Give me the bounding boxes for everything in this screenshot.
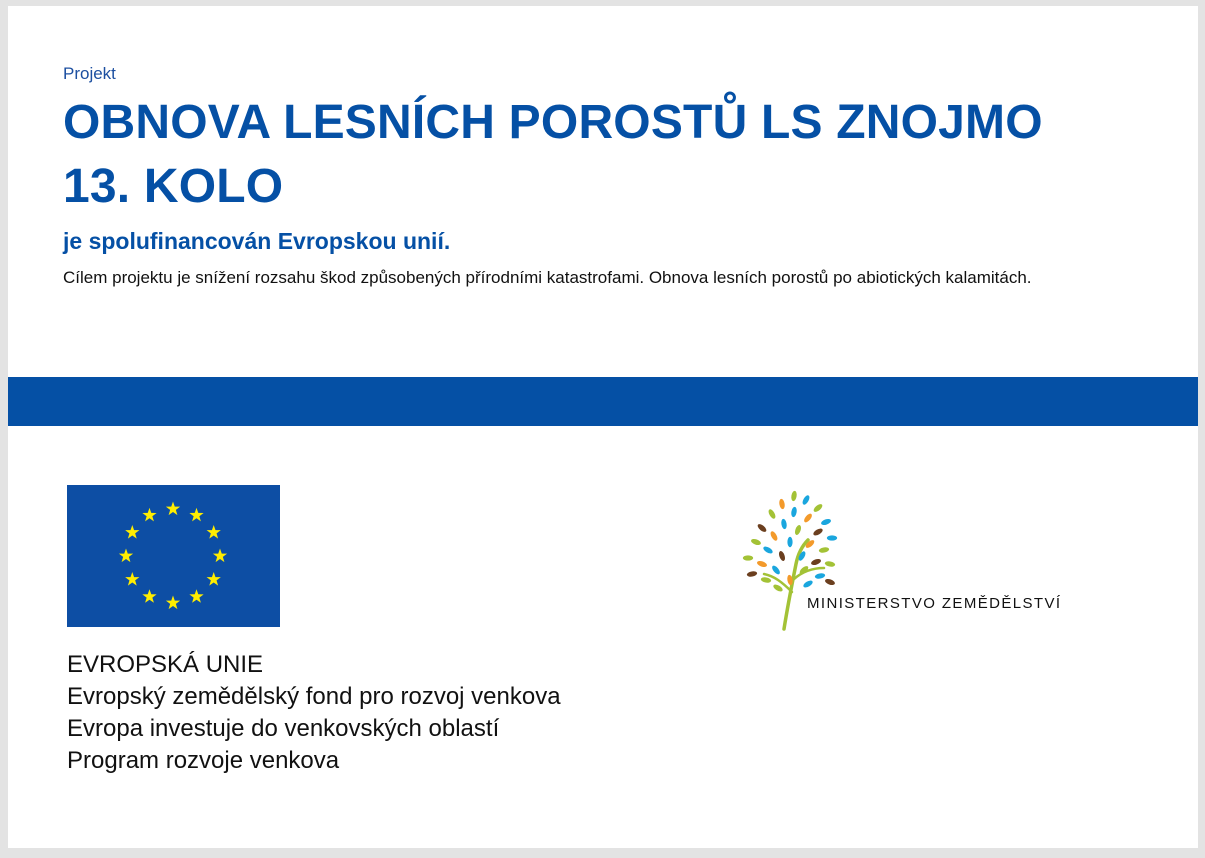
tree-leaf: [812, 527, 824, 537]
tree-leaf: [810, 558, 822, 566]
tree-leaf: [767, 508, 777, 520]
eu-star: [207, 572, 221, 586]
tree-leaf: [778, 550, 786, 562]
tree-leaf: [818, 547, 829, 554]
eu-star: [142, 589, 156, 603]
eu-star: [125, 572, 139, 586]
tree-leaf: [756, 560, 768, 568]
tree-leaf: [760, 577, 771, 584]
project-title: [63, 91, 1143, 219]
tree-leaf: [750, 538, 762, 546]
eu-line-1: EVROPSKÁ UNIE: [67, 651, 264, 678]
tree-leaf: [779, 498, 786, 509]
tree-leaf: [756, 523, 767, 534]
tree-leaf: [746, 571, 757, 578]
cofinancing-subtitle: je spolufinancován Evropskou unií.: [63, 228, 451, 254]
tree-leaf: [801, 494, 811, 506]
eu-star: [166, 596, 180, 610]
tree-leaf: [824, 578, 836, 586]
tree-leaf: [791, 506, 798, 517]
tree-leaf: [781, 518, 788, 529]
title-line-1: OBNOVA LESNÍCH POROSTŮ LS ZNOJMO: [63, 96, 1043, 149]
project-label: Projekt: [63, 64, 116, 83]
eu-line-4: Program rozvoje venkova: [67, 747, 340, 774]
tree-leaf: [812, 503, 823, 514]
eu-star: [213, 549, 227, 563]
tree-leaf: [771, 564, 782, 575]
tree-leaf: [824, 561, 835, 568]
eu-text-block: [67, 649, 561, 777]
eu-line-2: Evropský zemědělský fond pro rozvoj venkova: [67, 683, 561, 710]
tree-leaf: [803, 512, 814, 523]
tree-leaf: [802, 579, 814, 589]
tree-leaf: [827, 535, 837, 540]
ministry-name: MINISTERSTVO ZEMĚDĚLSTVÍ: [807, 595, 1062, 612]
eu-star: [189, 589, 203, 603]
tree-leaf: [743, 555, 753, 560]
tree-leaf: [794, 524, 802, 536]
tree-leaf: [820, 518, 832, 526]
eu-line-3: Evropa investuje do venkovských oblastí: [67, 715, 500, 742]
eu-flag-icon: [67, 485, 280, 627]
tree-leaf: [791, 490, 798, 501]
eu-star: [142, 508, 156, 522]
eu-star: [125, 525, 139, 539]
poster-sheet: [8, 6, 1198, 848]
tree-leaf: [762, 545, 774, 555]
tree-leaf: [787, 537, 792, 547]
eu-star: [207, 525, 221, 539]
blue-divider-band: [8, 377, 1198, 426]
eu-star: [119, 549, 133, 563]
eu-star: [189, 508, 203, 522]
eu-star: [166, 502, 180, 516]
title-line-2: 13. KOLO: [63, 160, 284, 213]
tree-leaf: [769, 530, 779, 542]
tree-leaf: [814, 573, 825, 580]
project-description: Cílem projektu je snížení rozsahu škod způsobených přírodními katastrofami. Obnova lesních porostů po abiotických kalamitách.: [63, 268, 1032, 287]
